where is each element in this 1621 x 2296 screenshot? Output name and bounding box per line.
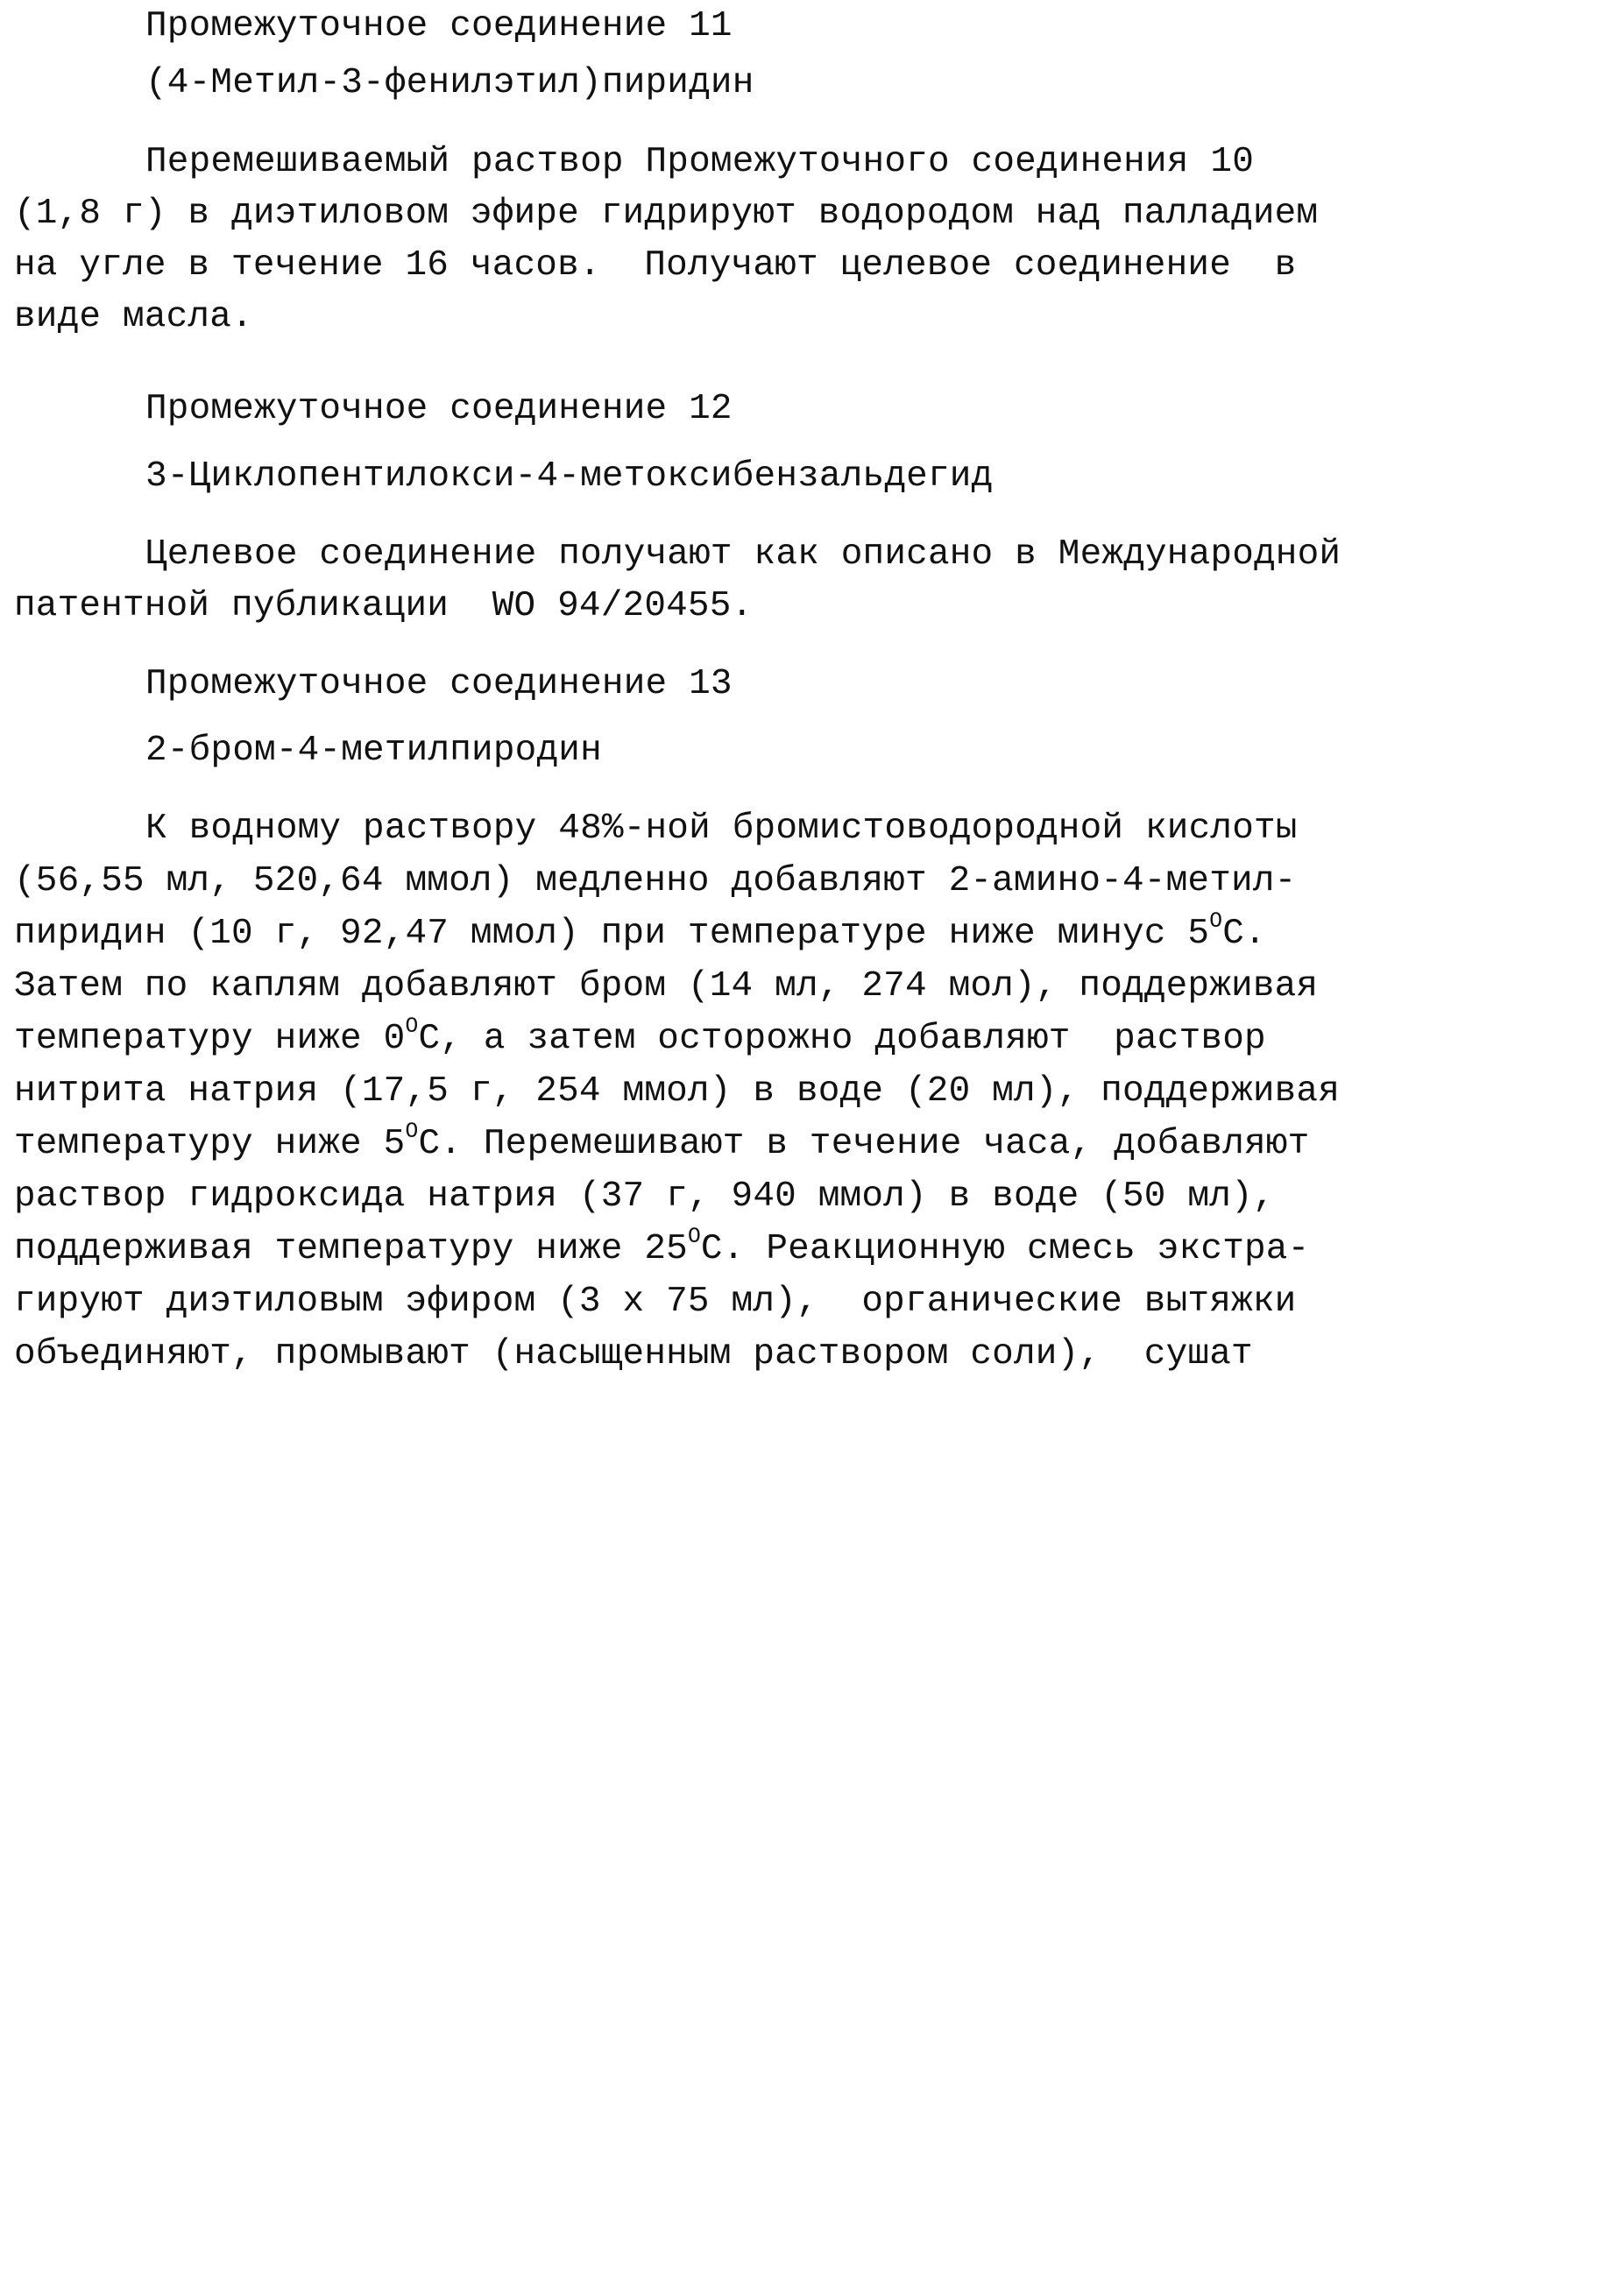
paragraph-line: (1,8 г) в диэтиловом эфире гидрируют водородом над палладием: [14, 194, 1319, 234]
intermediate-12-heading: Промежуточное соединение 12: [145, 389, 733, 429]
paragraph-line: [14, 1122, 1309, 1166]
paragraph-line: объединяют, промывают (насыщенным раствором соли), сушат: [14, 1334, 1253, 1374]
intermediate-11-compound: (4-Метил-3-фенилэтил)пиридин: [145, 63, 754, 103]
degree-symbol: O: [687, 1225, 701, 1249]
degree-symbol: O: [405, 1120, 419, 1144]
paragraph-line: (56,55 мл, 520,64 ммол) медленно добавляют 2-амино-4-метил-: [14, 861, 1297, 901]
line-text: C. Реакционную смесь экстра-: [700, 1229, 1310, 1269]
paragraph-line: [14, 1227, 1309, 1271]
paragraph-line: [14, 909, 1266, 956]
intermediate-13-compound: 2-бром-4-метилпиродин: [145, 731, 602, 771]
paragraph-line: К водному раствору 48%-ной бромистоводородной кислоты: [145, 809, 1298, 849]
paragraph-line: Перемешиваемый раствор Промежуточного соединения 10: [145, 142, 1255, 182]
line-text: C, а затем осторожно добавляют раствор: [418, 1019, 1266, 1059]
line-text: C. Перемешивают в течение часа, добавляют: [418, 1124, 1310, 1164]
paragraph-line: на угле в течение 16 часов. Получают целевое соединение в: [14, 245, 1297, 286]
line-text: температуру ниже 0: [14, 1019, 406, 1059]
paragraph-line: [14, 1014, 1266, 1061]
paragraph-line: Затем по каплям добавляют бром (14 мл, 274 мол), поддерживая: [14, 966, 1319, 1007]
line-text: поддерживая температуру ниже 25: [14, 1229, 688, 1269]
intermediate-13-heading: Промежуточное соединение 13: [145, 664, 733, 704]
intermediate-11-heading: Промежуточное соединение 11: [145, 6, 733, 46]
line-text: пиридин (10 г, 92,47 ммол) при температуре ниже минус 5: [14, 914, 1210, 954]
paragraph-line: патентной публикации WO 94/20455.: [14, 586, 754, 626]
line-text: температуру ниже 5: [14, 1124, 406, 1164]
degree-symbol: O: [1209, 909, 1223, 934]
paragraph-line: виде масла.: [14, 297, 253, 337]
paragraph-line: гируют диэтиловым эфиром (3 х 75 мл), органические вытяжки: [14, 1282, 1297, 1322]
paragraph-line: Целевое соединение получают как описано в Международной: [145, 534, 1341, 575]
degree-symbol: O: [405, 1014, 419, 1039]
paragraph-line: нитрита натрия (17,5 г, 254 ммол) в воде (20 мл), поддерживая: [14, 1071, 1341, 1112]
line-text: C.: [1222, 914, 1266, 954]
paragraph-line: раствор гидроксида натрия (37 г, 940 ммол) в воде (50 мл),: [14, 1176, 1275, 1217]
intermediate-12-compound: 3-Циклопентилокси-4-метоксибензальдегид: [145, 456, 994, 497]
